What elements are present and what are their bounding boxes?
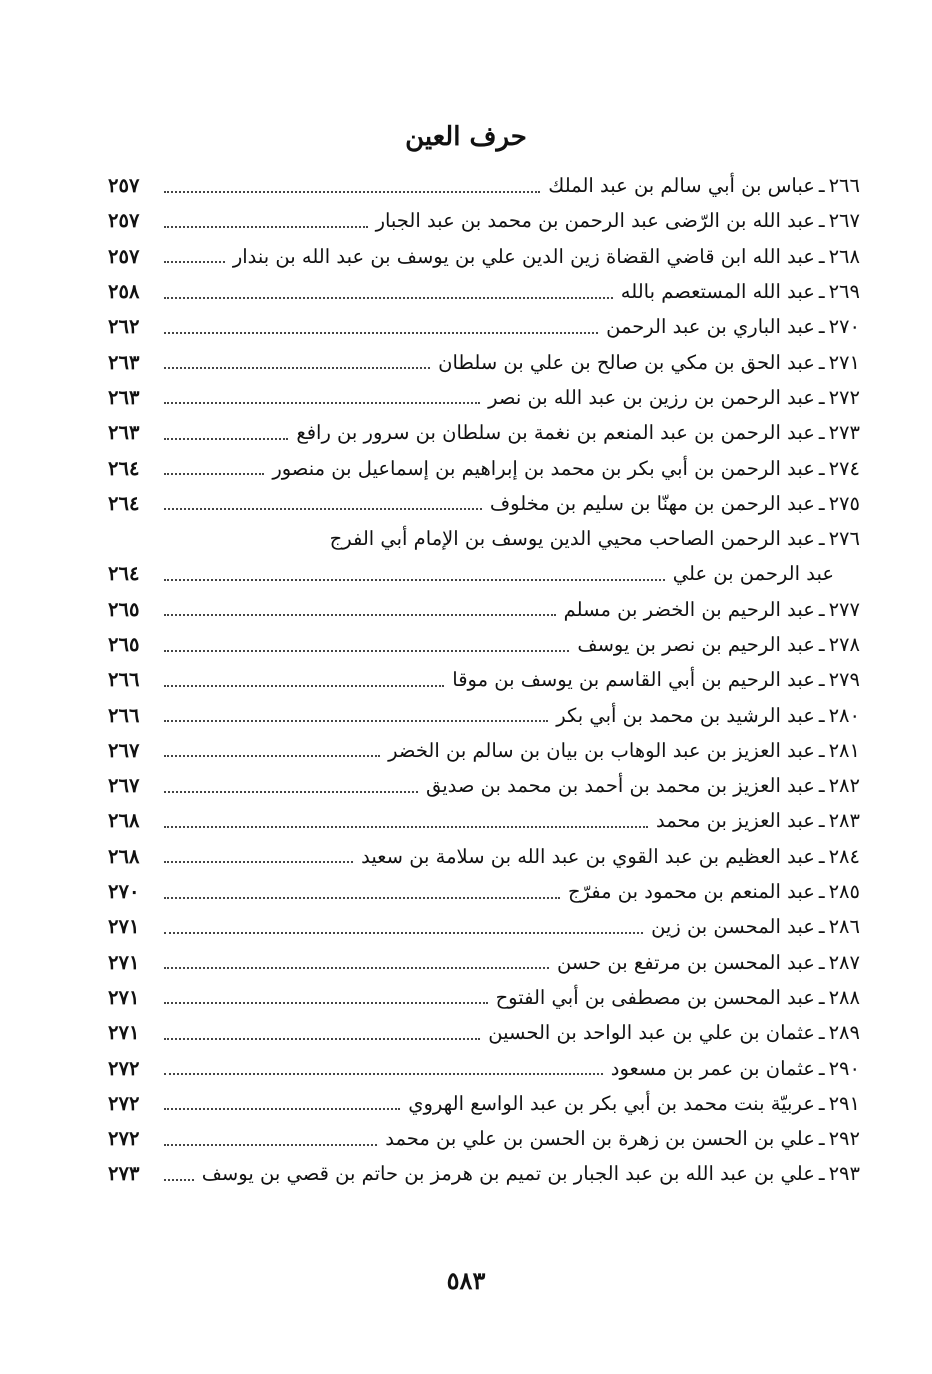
entry-name: عثمان بن علي بن عبد الواحد بن الحسين: [488, 1021, 815, 1045]
entry-page-number: ٢٦٨: [108, 844, 140, 868]
toc-entry: [108, 874, 860, 909]
dot-leader: [164, 897, 560, 899]
entry-name: عبد الرحمن بن علي: [672, 562, 834, 586]
entry-page-number: ٢٦٧: [108, 774, 140, 798]
entry-separator: ـ: [818, 597, 825, 621]
toc-entry: [108, 909, 860, 944]
entry-number: ٢٨٩: [828, 1021, 860, 1045]
entry-separator: ـ: [818, 703, 825, 727]
dot-leader: [164, 1073, 603, 1075]
dot-leader: [164, 508, 482, 510]
toc-entry: [108, 768, 860, 803]
dot-leader: [164, 402, 480, 404]
entry-separator: ـ: [818, 844, 825, 868]
dot-leader: [164, 473, 264, 475]
entry-page-number: ٢٥٨: [108, 280, 140, 304]
entry-page-number: ٢٦٢: [108, 315, 140, 339]
toc-entry: [108, 521, 860, 556]
entry-page-number: ٢٦٣: [108, 385, 140, 409]
entry-page-number: ٢٧٢: [108, 1091, 140, 1115]
entry-name: عثمان بن عمر بن مسعود: [610, 1056, 815, 1080]
dot-leader: [164, 1038, 480, 1040]
entry-page-number: ٢٧٠: [108, 880, 140, 904]
entry-separator: ـ: [818, 774, 825, 798]
entry-page-number: ٢٦٣: [108, 350, 140, 374]
entry-name: عبد العزيز بن محمد: [655, 809, 815, 833]
entry-number: ٢٧٨: [828, 633, 860, 656]
entry-number: ٢٧٩: [828, 668, 860, 692]
entry-number: ٢٨٥: [828, 880, 860, 904]
toc-entry: [108, 1050, 860, 1085]
entry-separator: ـ: [818, 633, 825, 656]
dot-leader: [164, 720, 548, 722]
entry-number: ٢٨٣: [828, 809, 860, 833]
entry-page-number: ٢٦٤: [108, 562, 140, 586]
dot-leader: [164, 191, 540, 193]
entry-number: ٢٧٧: [828, 597, 860, 621]
entry-separator: ـ: [818, 174, 825, 198]
entry-number: ٢٧٥: [828, 491, 860, 515]
entry-separator: ـ: [818, 880, 825, 904]
entry-name: عبد المحسن بن زين: [651, 915, 815, 939]
entry-number: ٢٩١: [828, 1091, 860, 1115]
entry-name: عبد الرحيم بن نصر بن يوسف: [577, 633, 815, 656]
entry-number: ٢٨٢: [828, 774, 860, 798]
entry-name: عبد الرحيم بن الخضر بن مسلم: [563, 597, 815, 621]
entry-name: عبد العزيز بن عبد الوهاب بن بيان بن سالم بن الخضر: [388, 738, 815, 762]
entry-number: ٢٧١: [828, 350, 860, 374]
entry-name: عباس بن أبي سالم بن عبد الملك: [548, 174, 815, 198]
entry-separator: ـ: [818, 209, 825, 233]
dot-leader: [164, 755, 380, 757]
entry-name: عبد الله ابن قاضي القضاة زين الدين علي بن يوسف بن عبد الله بن بندار: [232, 244, 815, 268]
entry-number: ٢٨٨: [828, 985, 860, 1009]
entry-separator: ـ: [818, 527, 825, 551]
toc-entry: [108, 803, 860, 838]
entry-page-number: ٢٧٢: [108, 1056, 140, 1080]
entry-number: ٢٧٠: [828, 315, 860, 339]
dot-leader: [164, 579, 665, 581]
entry-page-number: ٢٦٤: [108, 491, 140, 515]
entry-separator: ـ: [818, 280, 825, 304]
entry-name: عبد العظيم بن عبد القوي بن عبد الله بن سلامة بن سعيد: [361, 844, 815, 868]
toc-entry: [108, 239, 860, 274]
dot-leader: [164, 861, 353, 863]
page-number: ٥٨٣: [446, 1266, 486, 1295]
entry-number: ٢٦٨: [828, 244, 860, 268]
entry-name: علي بن الحسن بن زهرة بن الحسن بن علي بن محمد: [385, 1127, 815, 1151]
entry-name: عبد الرشيد بن محمد بن أبي بكر: [556, 703, 815, 727]
entry-number: ٢٨١: [828, 738, 860, 762]
toc-entry: [108, 839, 860, 874]
toc-entry: [108, 592, 860, 627]
entry-separator: ـ: [818, 1091, 825, 1115]
entry-page-number: ٢٧١: [108, 950, 140, 974]
entry-number: ٢٦٦: [828, 174, 860, 198]
entry-name: عبد الرحمن بن أبي بكر بن محمد بن إبراهيم بن إسماعيل بن منصور: [272, 456, 815, 480]
dot-leader: [164, 438, 288, 440]
entry-name: عبد الرحمن بن رزين بن عبد الله بن نصر: [488, 385, 815, 409]
entry-separator: ـ: [818, 244, 825, 268]
dot-leader: [164, 614, 556, 616]
entry-name: عبد الرحيم بن أبي القاسم بن يوسف بن موقا: [452, 668, 815, 692]
toc-entry: [108, 627, 860, 662]
entry-name: عبد المحسن بن مرتفع بن حسن: [556, 950, 815, 974]
entry-separator: ـ: [818, 1162, 825, 1186]
table-of-contents: [108, 168, 860, 1192]
dot-leader: [164, 367, 430, 369]
entry-name: عربيّة بنت محمد بن أبي بكر بن عبد الواسع الهروي: [408, 1091, 815, 1115]
toc-entry: [108, 1156, 860, 1191]
entry-separator: ـ: [818, 456, 825, 480]
dot-leader: [164, 1179, 194, 1181]
toc-entry: [108, 662, 860, 697]
entry-page-number: ٢٦٥: [108, 597, 140, 621]
dot-leader: [164, 226, 368, 228]
dot-leader: [164, 1108, 400, 1110]
entry-page-number: ٢٦٨: [108, 809, 140, 833]
toc-entry: [108, 309, 860, 344]
toc-entry: [108, 945, 860, 980]
entry-separator: ـ: [818, 491, 825, 515]
entry-page-number: ٢٦٤: [108, 456, 140, 480]
dot-leader: [164, 932, 643, 934]
entry-separator: ـ: [818, 1021, 825, 1045]
entry-number: ٢٩٣: [828, 1162, 860, 1186]
entry-number: ٢٨٤: [828, 844, 860, 868]
entry-separator: ـ: [818, 315, 825, 339]
section-heading: حرف العين: [405, 122, 527, 152]
entry-name: عبد الحق بن مكي بن صالح بن علي بن سلطان: [438, 350, 815, 374]
entry-separator: ـ: [818, 350, 825, 374]
entry-page-number: ٢٧١: [108, 915, 140, 939]
toc-entry: [108, 1121, 860, 1156]
entry-name: عبد المحسن بن مصطفى بن أبي الفتوح: [495, 985, 815, 1009]
entry-page-number: ٢٦٥: [108, 633, 140, 656]
toc-entry: [108, 1086, 860, 1121]
dot-leader: [164, 650, 569, 652]
entry-page-number: ٢٧٣: [108, 1162, 140, 1186]
entry-separator: ـ: [818, 421, 825, 445]
toc-entry: [108, 380, 860, 415]
entry-separator: ـ: [818, 385, 825, 409]
toc-entry: [108, 203, 860, 238]
entry-name: عبد الباري بن عبد الرحمن: [606, 315, 815, 339]
dot-leader: [164, 332, 598, 334]
dot-leader: [164, 685, 444, 687]
entry-page-number: ٢٥٧: [108, 209, 140, 233]
toc-entry: [108, 486, 860, 521]
entry-page-number: ٢٦٦: [108, 668, 140, 692]
entry-page-number: ٢٧١: [108, 1021, 140, 1045]
dot-leader: [164, 826, 648, 828]
entry-separator: ـ: [818, 950, 825, 974]
dot-leader: [164, 1144, 377, 1146]
dot-leader: [164, 261, 225, 263]
entry-number: ٢٦٧: [828, 209, 860, 233]
entry-number: ٢٩٠: [828, 1056, 860, 1080]
entry-separator: ـ: [818, 985, 825, 1009]
entry-number: ٢٦٩: [828, 280, 860, 304]
entry-number: ٢٧٤: [828, 456, 860, 480]
entry-page-number: ٢٦٣: [108, 421, 140, 445]
entry-name: عبد الرحمن الصاحب محيي الدين يوسف بن الإمام أبي الفرج: [329, 527, 815, 551]
toc-entry: [108, 733, 860, 768]
entry-name: عبد العزيز بن محمد بن أحمد بن محمد بن صديق: [425, 774, 815, 798]
entry-number: ٢٧٦: [828, 527, 860, 551]
toc-entry: [108, 697, 860, 732]
toc-entry: [108, 344, 860, 379]
entry-separator: ـ: [818, 1127, 825, 1151]
entry-page-number: ٢٥٧: [108, 174, 140, 198]
entry-page-number: ٢٦٦: [108, 703, 140, 727]
entry-separator: ـ: [818, 1056, 825, 1080]
entry-name: علي بن عبد الله بن عبد الجبار بن تميم بن هرمز بن حاتم بن قصي بن يوسف: [201, 1162, 815, 1186]
entry-page-number: ٢٦٧: [108, 738, 140, 762]
entry-number: ٢٨٠: [828, 703, 860, 727]
toc-entry: [108, 168, 860, 203]
entry-number: ٢٨٦: [828, 915, 860, 939]
dot-leader: [164, 967, 549, 969]
entry-number: ٢٨٧: [828, 950, 860, 974]
entry-name: عبد المنعم بن محمود بن مفرّج: [567, 880, 815, 904]
entry-name: عبد الله بن الرّضى عبد الرحمن بن محمد بن عبد الجبار: [375, 209, 815, 233]
entry-separator: ـ: [818, 738, 825, 762]
entry-number: ٢٩٢: [828, 1127, 860, 1151]
dot-leader: [164, 791, 418, 793]
entry-name: عبد الرحمن بن مهنّا بن سليم بن مخلوف: [489, 491, 815, 515]
entry-separator: ـ: [818, 915, 825, 939]
entry-name: عبد الرحمن بن عبد المنعم بن نغمة بن سلطان بن سرور بن رافع: [296, 421, 815, 445]
toc-entry: [108, 274, 860, 309]
entry-page-number: ٢٧١: [108, 985, 140, 1009]
toc-entry: [108, 450, 860, 485]
dot-leader: [164, 1002, 488, 1004]
entry-number: ٢٧٣: [828, 421, 860, 445]
entry-name: عبد الله المستعصم بالله: [620, 280, 815, 304]
toc-entry: [108, 1015, 860, 1050]
toc-entry: [108, 556, 860, 591]
dot-leader: [164, 297, 613, 299]
entry-page-number: ٢٥٧: [108, 244, 140, 268]
entry-page-number: ٢٧٢: [108, 1127, 140, 1151]
entry-number: ٢٧٢: [828, 385, 860, 409]
entry-separator: ـ: [818, 668, 825, 692]
entry-separator: ـ: [818, 809, 825, 833]
toc-entry: [108, 980, 860, 1015]
toc-entry: [108, 415, 860, 450]
